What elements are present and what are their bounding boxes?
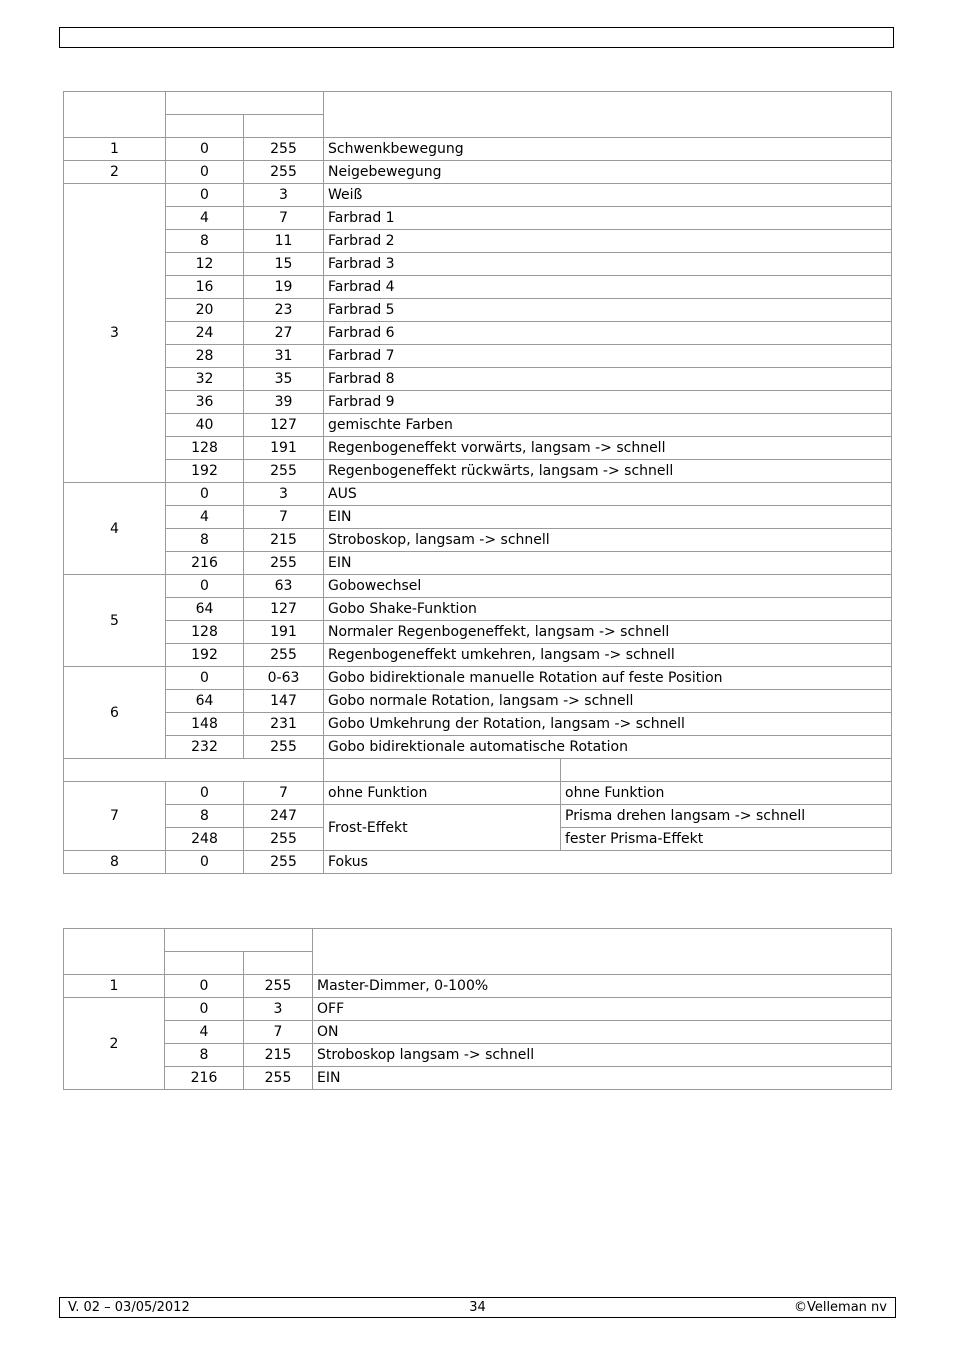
table-row [64,276,892,299]
function-cell: Neigebewegung [324,161,892,184]
function-cell: Normaler Regenbogeneffekt, langsam -> schnell [324,621,892,644]
max-cell: 11 [244,230,324,253]
max-cell: 127 [244,414,324,437]
function-cell: Gobo normale Rotation, langsam -> schnell [324,690,892,713]
min-cell: 192 [166,460,244,483]
function-cell: Farbrad 1 [324,207,892,230]
header-cell-max [244,115,324,138]
table-row-subheader [64,759,892,782]
min-cell: 8 [166,805,244,828]
max-cell: 3 [244,998,313,1021]
function-cell: OFF [313,998,892,1021]
table-row [64,552,892,575]
header-cell-value [165,929,313,952]
min-cell: 0 [166,161,244,184]
min-cell: 64 [166,598,244,621]
function-cell-alt: Prisma drehen langsam -> schnell [561,805,892,828]
table-row [64,621,892,644]
max-cell: 255 [244,552,324,575]
table-row [64,207,892,230]
max-cell: 23 [244,299,324,322]
max-cell: 215 [244,1044,313,1067]
table-row [64,851,892,874]
function-cell: gemischte Farben [324,414,892,437]
function-cell-alt: fester Prisma-Effekt [561,828,892,851]
max-cell: 147 [244,690,324,713]
function-cell: Farbrad 6 [324,322,892,345]
function-cell: Regenbogeneffekt umkehren, langsam -> schnell [324,644,892,667]
max-cell: 127 [244,598,324,621]
function-cell: ON [313,1021,892,1044]
function-cell: EIN [324,506,892,529]
header-cell-min [165,952,244,975]
table-row [64,1044,892,1067]
table-row [64,391,892,414]
version-date: V. 02 – 03/05/2012 [68,1300,190,1315]
table-row [64,322,892,345]
table-row [64,736,892,759]
max-cell: 3 [244,184,324,207]
max-cell: 31 [244,345,324,368]
table-row [64,161,892,184]
max-cell: 255 [244,851,324,874]
min-cell: 192 [166,644,244,667]
function-cell: Gobo bidirektionale automatische Rotation [324,736,892,759]
function-cell: Master-Dimmer, 0-100% [313,975,892,998]
max-cell: 191 [244,621,324,644]
max-cell: 247 [244,805,324,828]
max-cell: 7 [244,506,324,529]
header-cell-channel [64,929,165,975]
max-cell: 35 [244,368,324,391]
table-row [64,667,892,690]
channel-cell: 1 [64,138,166,161]
table-row [64,575,892,598]
max-cell: 255 [244,975,313,998]
function-cell: Gobo bidirektionale manuelle Rotation auf feste Position [324,667,892,690]
max-cell: 19 [244,276,324,299]
min-cell: 4 [166,506,244,529]
subheader-cell-mid [324,759,561,782]
table-row [64,644,892,667]
page-footer [59,1297,896,1318]
min-cell: 0 [166,138,244,161]
min-cell: 28 [166,345,244,368]
max-cell: 255 [244,1067,313,1090]
function-cell: EIN [324,552,892,575]
min-cell: 248 [166,828,244,851]
min-cell: 216 [166,552,244,575]
table-row [64,368,892,391]
max-cell: 191 [244,437,324,460]
header-cell-channel [64,92,166,138]
max-cell: 215 [244,529,324,552]
table-row [64,1067,892,1090]
header-cell-value [166,92,324,115]
min-cell: 16 [166,276,244,299]
table-row [64,414,892,437]
max-cell: 255 [244,161,324,184]
channel-cell: 8 [64,851,166,874]
table-row [64,713,892,736]
table-row [64,437,892,460]
function-cell: Farbrad 3 [324,253,892,276]
table-row [64,483,892,506]
min-cell: 8 [166,529,244,552]
table-row [64,975,892,998]
min-cell: 0 [166,575,244,598]
table-row [64,998,892,1021]
min-cell: 64 [166,690,244,713]
table-row [64,529,892,552]
max-cell: 39 [244,391,324,414]
max-cell: 7 [244,207,324,230]
table-row [64,1021,892,1044]
max-cell: 63 [244,575,324,598]
dmx-table-secondary [63,928,892,1090]
min-cell: 0 [166,667,244,690]
min-cell: 8 [166,230,244,253]
function-cell: Fokus [324,851,892,874]
max-cell: 255 [244,736,324,759]
min-cell: 8 [165,1044,244,1067]
max-cell: 255 [244,460,324,483]
function-cell: AUS [324,483,892,506]
min-cell: 12 [166,253,244,276]
copyright: ©Velleman nv [793,1300,887,1315]
function-cell: Schwenkbewegung [324,138,892,161]
min-cell: 32 [166,368,244,391]
function-cell: EIN [313,1067,892,1090]
max-cell: 7 [244,782,324,805]
channel-cell: 5 [64,575,166,667]
max-cell: 255 [244,138,324,161]
function-cell: Stroboskop langsam -> schnell [313,1044,892,1067]
function-cell-alt: ohne Funktion [561,782,892,805]
min-cell: 232 [166,736,244,759]
table-row [64,506,892,529]
min-cell: 148 [166,713,244,736]
table-row [64,345,892,368]
function-cell: Regenbogeneffekt rückwärts, langsam -> schnell [324,460,892,483]
min-cell: 4 [165,1021,244,1044]
min-cell: 20 [166,299,244,322]
function-cell: Gobo Shake-Funktion [324,598,892,621]
channel-cell: 2 [64,161,166,184]
subheader-cell-right [561,759,892,782]
dmx-table-main [63,91,892,874]
function-cell: Farbrad 4 [324,276,892,299]
function-cell: Farbrad 8 [324,368,892,391]
channel-cell: 1 [64,975,165,998]
min-cell: 40 [166,414,244,437]
table-row [64,253,892,276]
function-cell: Weiß [324,184,892,207]
function-cell: Stroboskop, langsam -> schnell [324,529,892,552]
channel-cell: 7 [64,782,166,851]
table-row [64,598,892,621]
min-cell: 0 [166,851,244,874]
function-cell: Farbrad 9 [324,391,892,414]
subheader-cell-left [64,759,324,782]
min-cell: 0 [166,782,244,805]
function-cell: ohne Funktion [324,782,561,805]
table-row [64,299,892,322]
page-number: 34 [469,1300,486,1315]
table-row [64,690,892,713]
function-cell: Farbrad 7 [324,345,892,368]
header-cell-function [313,929,892,975]
channel-cell: 4 [64,483,166,575]
header-cell-min [166,115,244,138]
channel-cell: 6 [64,667,166,759]
min-cell: 0 [165,975,244,998]
header-cell-max [244,952,313,975]
max-cell: 0-63 [244,667,324,690]
function-cell: Gobo Umkehrung der Rotation, langsam -> schnell [324,713,892,736]
max-cell: 231 [244,713,324,736]
max-cell: 27 [244,322,324,345]
table-row [64,460,892,483]
function-cell: Regenbogeneffekt vorwärts, langsam -> schnell [324,437,892,460]
table-row [64,138,892,161]
function-cell: Gobowechsel [324,575,892,598]
min-cell: 128 [166,437,244,460]
function-cell: Frost-Effekt [324,805,561,851]
table-row [64,782,892,805]
header-cell-function [324,92,892,138]
min-cell: 216 [165,1067,244,1090]
min-cell: 0 [166,184,244,207]
min-cell: 36 [166,391,244,414]
table-row [64,230,892,253]
max-cell: 255 [244,644,324,667]
channel-cell: 3 [64,184,166,483]
min-cell: 4 [166,207,244,230]
table-row [64,184,892,207]
min-cell: 0 [165,998,244,1021]
function-cell: Farbrad 2 [324,230,892,253]
max-cell: 3 [244,483,324,506]
min-cell: 0 [166,483,244,506]
channel-cell: 2 [64,998,165,1090]
max-cell: 15 [244,253,324,276]
max-cell: 7 [244,1021,313,1044]
page-header-box [59,27,894,48]
max-cell: 255 [244,828,324,851]
min-cell: 24 [166,322,244,345]
min-cell: 128 [166,621,244,644]
table-row [64,805,892,828]
function-cell: Farbrad 5 [324,299,892,322]
